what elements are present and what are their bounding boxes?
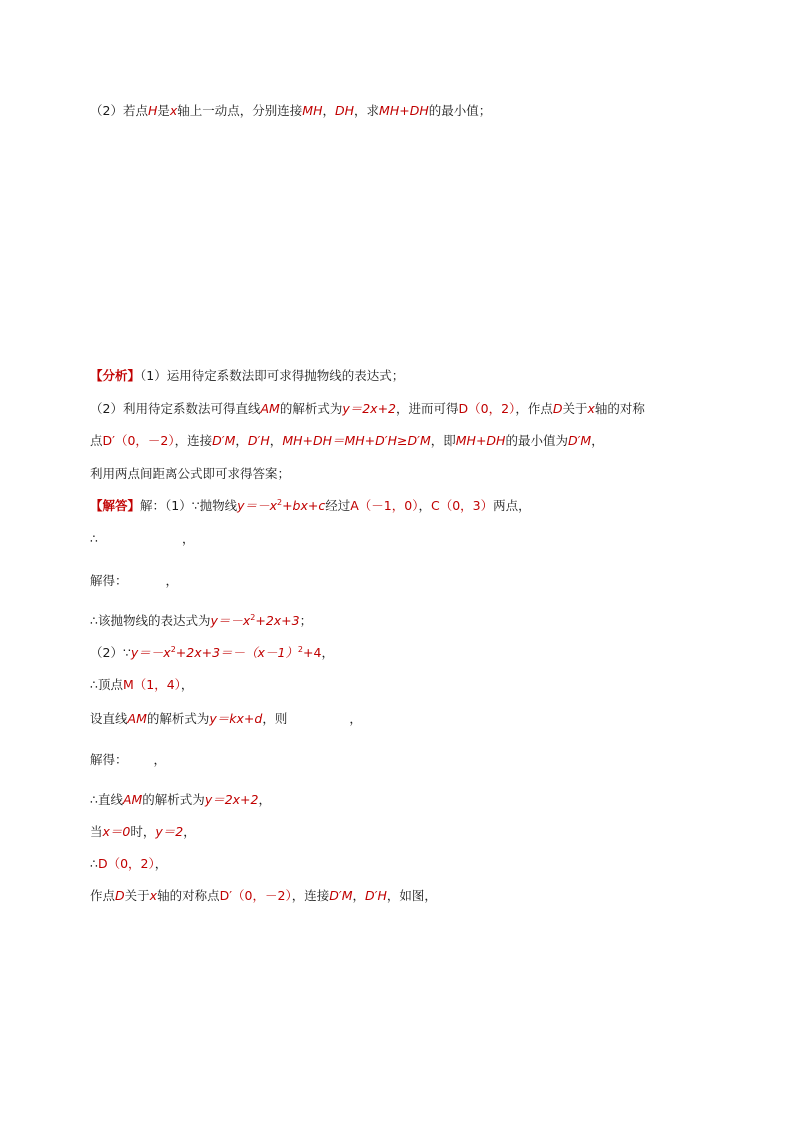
solution-line-1: 【解答】解：（1）∵抛物线$y=-x^2+bx+c$经过A（－1，0），C（0，3）两点， — [90, 498, 531, 513]
solution-line-6: ∴顶点M（1，4）， — [90, 677, 194, 692]
solution-line-10: 当x＝0时，y＝2， — [90, 824, 196, 839]
solution-line-3: 解得： ， — [90, 573, 179, 588]
solution-tag: 【解答】 — [90, 498, 141, 513]
solution-line-7: 设直线AM的解析式为y＝kx+d，则 ， — [90, 711, 362, 726]
solution-line-4: ∴该抛物线的表达式为$y=-x^2+2x+3$； — [90, 613, 313, 628]
solution-line-2: ∴ ， — [90, 531, 195, 546]
solution-line-5: $(2)\because y=-x^2+2x+3=-(x-1)^2+4$， — [90, 645, 334, 660]
solution-line-8: 解得： ， — [90, 752, 167, 767]
solution-line-11: ∴D（0，2）， — [90, 856, 168, 871]
question-line: （2）若点H是x轴上一动点，分别连接MH，DH，求MH+DH的最小值； — [90, 103, 492, 118]
solution-line-9: ∴直线AM的解析式为y＝2x+2， — [90, 792, 272, 807]
analysis-line-4: 利用两点间距离公式即可求得答案； — [90, 466, 291, 481]
analysis-line-3: 点D′（0，－2），连接D′M，D′H，MH+DH＝MH+D′H≥D′M，即MH+DH的最小值为D′M， — [90, 433, 604, 448]
analysis-line-2: （2）利用待定系数法可得直线AM的解析式为y＝2x+2，进而可得D（0，2），作点D关于x轴的对称 — [90, 401, 645, 416]
analysis-line-1: 【分析】（1）运用待定系数法即可求得抛物线的表达式； — [90, 368, 405, 383]
solution-line-12: 作点D关于x轴的对称点D′（0，－2），连接D′M，D′H，如图， — [90, 888, 437, 903]
analysis-tag: 【分析】 — [90, 368, 141, 383]
